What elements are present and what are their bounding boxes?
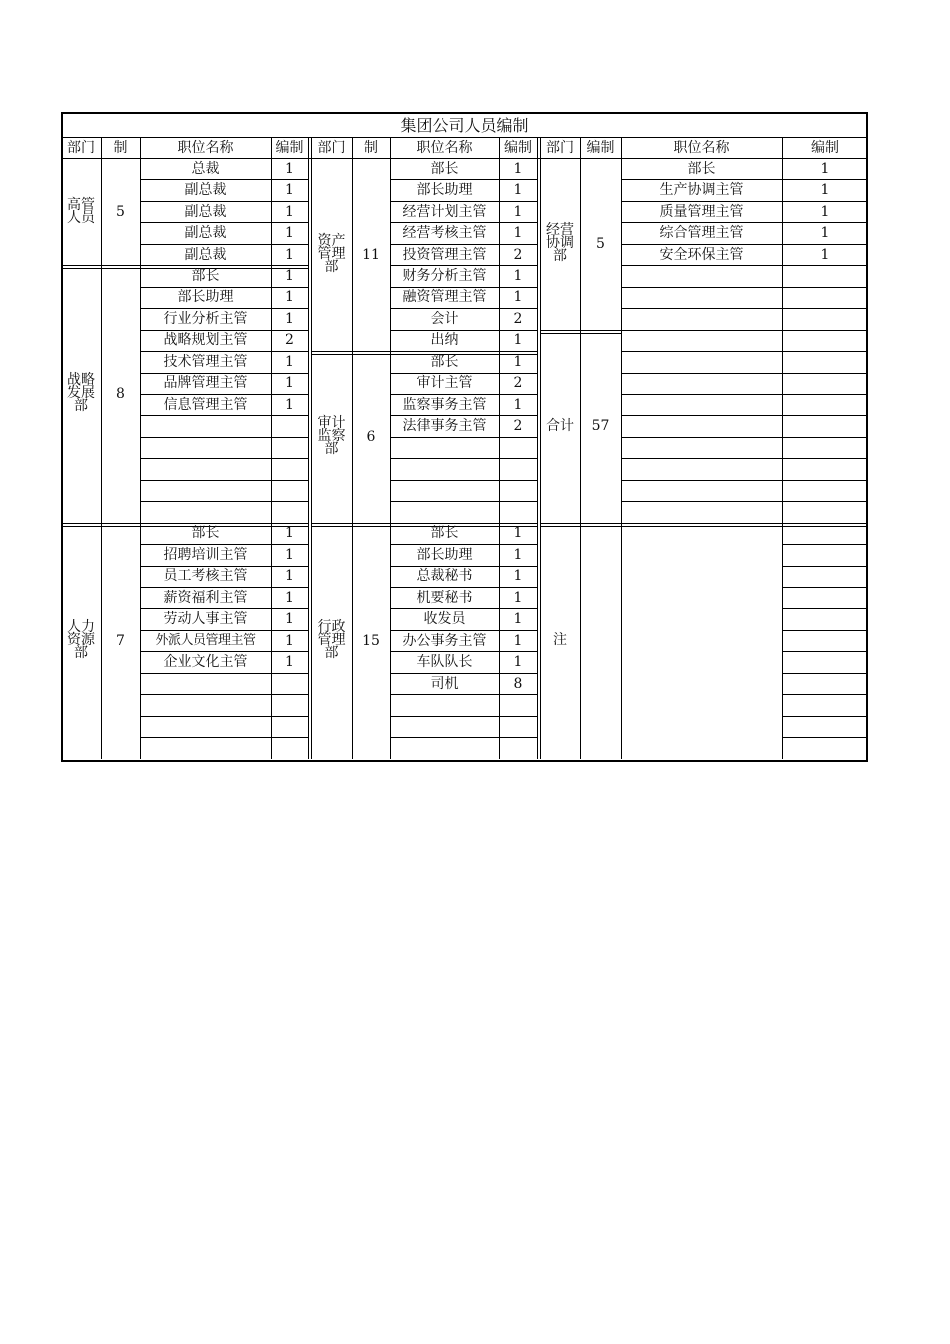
grid-line bbox=[621, 265, 868, 266]
position-count: 1 bbox=[513, 589, 523, 606]
position-count: 1 bbox=[285, 310, 294, 327]
grid-line bbox=[621, 351, 868, 352]
position-name: 员工考核主管 bbox=[163, 568, 248, 585]
position-name: 副总裁 bbox=[184, 182, 227, 199]
dept-count: 6 bbox=[366, 428, 376, 445]
position-count: 1 bbox=[285, 160, 294, 177]
position-count: 2 bbox=[285, 332, 294, 349]
column-header: 职位名称 bbox=[673, 139, 730, 156]
position-count: 1 bbox=[820, 182, 830, 199]
position-name: 机要秘书 bbox=[416, 589, 473, 606]
position-name: 信息管理主管 bbox=[163, 396, 248, 413]
position-name bbox=[390, 716, 499, 737]
grid-line bbox=[621, 480, 868, 481]
position-name: 副总裁 bbox=[184, 225, 227, 242]
position-name bbox=[390, 480, 499, 501]
position-count: 1 bbox=[285, 289, 294, 306]
position-name: 质量管理主管 bbox=[659, 203, 744, 220]
dept-count: 15 bbox=[362, 632, 380, 649]
position-count: 1 bbox=[513, 546, 523, 563]
dept-name: 注 bbox=[553, 632, 567, 649]
position-name bbox=[140, 437, 271, 458]
column-header: 职位名称 bbox=[416, 139, 473, 156]
position-count bbox=[271, 694, 308, 715]
position-name: 车队队长 bbox=[416, 654, 473, 671]
position-count: 1 bbox=[513, 289, 523, 306]
position-name: 副总裁 bbox=[184, 203, 227, 220]
position-name bbox=[390, 458, 499, 479]
position-name bbox=[140, 737, 271, 758]
dept-name: 高管人员 bbox=[67, 196, 95, 226]
dept-name: 战略发展部 bbox=[67, 372, 95, 415]
position-count bbox=[271, 437, 308, 458]
position-name: 财务分析主管 bbox=[402, 267, 487, 284]
column-header: 职位名称 bbox=[177, 139, 234, 156]
position-count: 1 bbox=[513, 396, 523, 413]
position-name: 部长助理 bbox=[177, 289, 234, 306]
position-name: 监察事务主管 bbox=[402, 396, 487, 413]
position-count: 1 bbox=[285, 246, 294, 263]
position-count: 1 bbox=[820, 225, 830, 242]
grid-line bbox=[782, 673, 868, 674]
position-count: 1 bbox=[513, 654, 523, 671]
position-count bbox=[499, 501, 537, 522]
grid-line bbox=[782, 630, 868, 631]
position-count bbox=[271, 737, 308, 758]
position-count bbox=[271, 501, 308, 522]
position-name: 部长 bbox=[191, 267, 220, 284]
position-name: 出纳 bbox=[430, 332, 459, 349]
position-count bbox=[271, 480, 308, 501]
position-count: 1 bbox=[285, 568, 294, 585]
grid-line bbox=[621, 287, 868, 288]
position-count: 1 bbox=[285, 396, 294, 413]
position-count: 1 bbox=[513, 225, 523, 242]
position-name: 部长 bbox=[191, 525, 220, 542]
grid-line bbox=[621, 373, 868, 374]
grid-line bbox=[782, 587, 868, 588]
grid-line bbox=[782, 544, 868, 545]
position-name: 劳动人事主管 bbox=[163, 611, 248, 628]
position-count: 1 bbox=[513, 568, 523, 585]
position-count bbox=[499, 480, 537, 501]
position-count: 1 bbox=[820, 160, 830, 177]
position-name: 部长 bbox=[430, 160, 459, 177]
position-count: 1 bbox=[513, 267, 523, 284]
position-name: 招聘培训主管 bbox=[163, 546, 248, 563]
grid-line bbox=[621, 458, 868, 459]
position-count: 1 bbox=[285, 611, 294, 628]
position-count bbox=[271, 458, 308, 479]
position-count bbox=[271, 716, 308, 737]
grid-line bbox=[782, 737, 868, 738]
dept-name: 审计监察部 bbox=[317, 415, 346, 458]
position-count: 1 bbox=[513, 611, 523, 628]
position-count: 2 bbox=[513, 310, 523, 327]
position-name: 投资管理主管 bbox=[402, 246, 487, 263]
grid-line bbox=[782, 694, 868, 695]
position-count: 1 bbox=[820, 246, 830, 263]
grid-line bbox=[782, 651, 868, 652]
dept-name: 资产管理部 bbox=[317, 233, 346, 276]
dept-count: 11 bbox=[362, 246, 380, 263]
position-name: 技术管理主管 bbox=[163, 353, 248, 370]
position-name: 生产协调主管 bbox=[659, 182, 744, 199]
position-count: 1 bbox=[285, 525, 294, 542]
position-name: 薪资福利主管 bbox=[163, 589, 248, 606]
position-count: 1 bbox=[285, 589, 294, 606]
position-name: 经营计划主管 bbox=[402, 203, 487, 220]
position-count: 1 bbox=[285, 203, 294, 220]
position-name: 行业分析主管 bbox=[163, 310, 248, 327]
position-count bbox=[499, 437, 537, 458]
column-header: 制 bbox=[113, 139, 128, 156]
dept-count: 5 bbox=[116, 203, 125, 220]
position-name: 法律事务主管 bbox=[402, 418, 487, 435]
position-name bbox=[390, 737, 499, 758]
position-count bbox=[499, 716, 537, 737]
position-name: 战略规划主管 bbox=[163, 332, 248, 349]
sheet-title: 集团公司人员编制 bbox=[400, 116, 529, 135]
grid-line bbox=[308, 137, 309, 759]
position-name bbox=[140, 716, 271, 737]
column-header: 部门 bbox=[67, 139, 95, 156]
position-name: 安全环保主管 bbox=[659, 246, 744, 263]
column-header: 编制 bbox=[275, 139, 304, 156]
position-count: 1 bbox=[513, 182, 523, 199]
position-name bbox=[390, 501, 499, 522]
dept-count: 5 bbox=[596, 235, 605, 252]
position-name: 收发员 bbox=[423, 611, 466, 628]
grid-line bbox=[537, 137, 538, 759]
dept-count: 7 bbox=[116, 632, 125, 649]
position-count: 1 bbox=[513, 525, 523, 542]
position-count bbox=[499, 458, 537, 479]
position-name bbox=[390, 694, 499, 715]
column-header: 制 bbox=[364, 139, 378, 156]
grid-line bbox=[621, 523, 868, 524]
position-name: 会计 bbox=[430, 310, 459, 327]
position-count: 1 bbox=[513, 332, 523, 349]
grid-line bbox=[782, 716, 868, 717]
position-name: 部长 bbox=[430, 525, 459, 542]
position-name: 办公事务主管 bbox=[402, 632, 487, 649]
position-name: 司机 bbox=[430, 675, 459, 692]
position-name: 总裁 bbox=[191, 160, 220, 177]
position-count: 2 bbox=[513, 246, 523, 263]
position-name: 品牌管理主管 bbox=[163, 375, 248, 392]
column-header: 编制 bbox=[811, 139, 839, 156]
dept-count: 57 bbox=[591, 418, 610, 435]
position-name bbox=[140, 694, 271, 715]
position-name: 总裁秘书 bbox=[416, 568, 473, 585]
dept-count bbox=[580, 523, 621, 759]
grid-line bbox=[621, 308, 868, 309]
position-count: 1 bbox=[285, 267, 294, 284]
column-header: 部门 bbox=[546, 139, 574, 156]
grid-line bbox=[621, 330, 868, 331]
position-count bbox=[499, 694, 537, 715]
position-count: 1 bbox=[513, 632, 523, 649]
grid-line bbox=[621, 415, 868, 416]
position-name bbox=[140, 673, 271, 694]
position-count bbox=[271, 673, 308, 694]
dept-name: 人力资源部 bbox=[67, 619, 95, 662]
position-count: 8 bbox=[513, 675, 523, 692]
grid-line bbox=[782, 608, 868, 609]
position-count bbox=[499, 737, 537, 758]
position-count: 1 bbox=[285, 225, 294, 242]
grid-line bbox=[621, 526, 868, 527]
grid-line bbox=[621, 394, 868, 395]
position-count: 1 bbox=[513, 160, 523, 177]
staffing-table bbox=[61, 112, 868, 762]
position-name: 经营考核主管 bbox=[402, 225, 487, 242]
grid-line bbox=[621, 501, 868, 502]
position-name: 企业文化主管 bbox=[163, 654, 248, 671]
position-name: 融资管理主管 bbox=[402, 289, 487, 306]
position-name: 外派人员管理主管 bbox=[155, 632, 256, 648]
position-name bbox=[140, 415, 271, 436]
position-count: 2 bbox=[513, 418, 523, 435]
position-count: 1 bbox=[285, 375, 294, 392]
position-count: 1 bbox=[285, 182, 294, 199]
dept-name: 经营协调部 bbox=[546, 222, 574, 265]
position-count: 1 bbox=[285, 546, 294, 563]
position-name bbox=[390, 437, 499, 458]
dept-name: 行政管理部 bbox=[317, 619, 346, 662]
position-name: 审计主管 bbox=[416, 375, 473, 392]
position-name: 部长 bbox=[687, 160, 716, 177]
position-count: 1 bbox=[513, 203, 523, 220]
column-header: 编制 bbox=[504, 139, 532, 156]
position-count: 1 bbox=[285, 353, 294, 370]
column-header: 编制 bbox=[586, 139, 615, 156]
position-count: 2 bbox=[513, 375, 523, 392]
position-name: 部长助理 bbox=[416, 182, 473, 199]
position-count: 1 bbox=[513, 353, 523, 370]
position-name: 副总裁 bbox=[184, 246, 227, 263]
grid-line bbox=[621, 437, 868, 438]
position-count: 1 bbox=[285, 632, 294, 649]
position-name: 部长 bbox=[430, 353, 459, 370]
position-count: 1 bbox=[285, 654, 294, 671]
column-header: 部门 bbox=[317, 139, 346, 156]
grid-line bbox=[782, 566, 868, 567]
position-name bbox=[140, 458, 271, 479]
position-name bbox=[140, 480, 271, 501]
position-name bbox=[140, 501, 271, 522]
dept-name: 合计 bbox=[546, 417, 574, 434]
position-count bbox=[271, 415, 308, 436]
dept-count: 8 bbox=[116, 385, 125, 402]
position-name: 部长助理 bbox=[416, 546, 473, 563]
position-name: 综合管理主管 bbox=[659, 225, 744, 242]
position-count: 1 bbox=[820, 203, 830, 220]
